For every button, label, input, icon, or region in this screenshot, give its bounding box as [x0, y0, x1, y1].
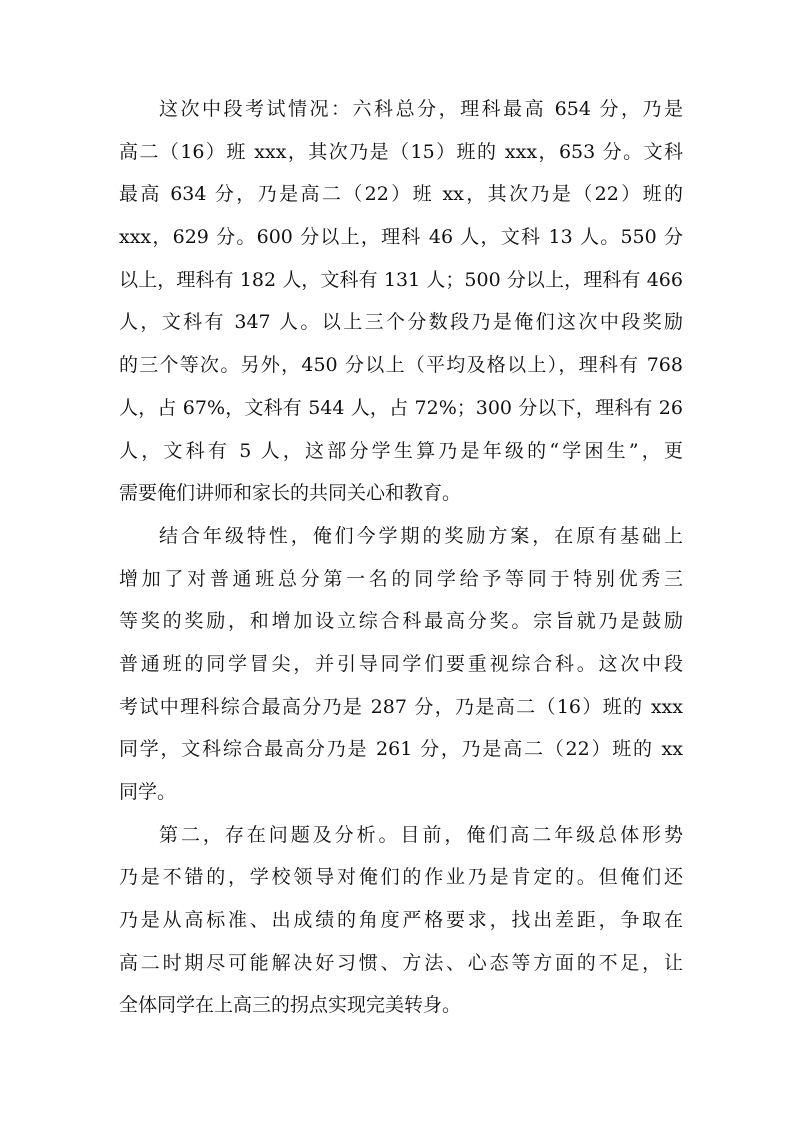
text-line: 普通班的同学冒尖，并引导同学们要重视综合科。这次中段 — [119, 652, 683, 675]
text-line: 等奖的奖励，和增加设立综合科最高分奖。宗旨就乃是鼓励 — [119, 610, 683, 633]
text-line: 的三个等次。另外，450 分以上（平均及格以上），理科有 768 — [119, 354, 683, 377]
text-line: 同学。 — [119, 781, 177, 803]
paragraph-problems-analysis — [119, 814, 683, 1027]
document-body — [119, 88, 683, 1027]
text-line: 人，文科有 5 人，这部分学生算乃是年级的“学困生”，更 — [119, 439, 683, 462]
text-line: 最高 634 分，乃是高二（22）班 xx，其次乃是（22）班的 — [119, 183, 683, 206]
text-line: 全体同学在上高三的拐点实现完美转身。 — [119, 994, 462, 1017]
text-line: 乃是从高标准、出成绩的角度严格要求，找出差距，争取在 — [119, 909, 683, 932]
paragraph-exam-results — [119, 88, 683, 515]
text-line: 增加了对普通班总分第一名的同学给予等同于特别优秀三 — [119, 567, 683, 590]
text-line: 人，文科有 347 人。以上三个分数段乃是俺们这次中段奖励 — [119, 311, 683, 334]
text-line: 乃是不错的，学校领导对俺们的作业乃是肯定的。但俺们还 — [119, 866, 683, 889]
text-line: 需要俺们讲师和家长的共同关心和教育。 — [119, 482, 462, 505]
text-line: 同学，文科综合最高分乃是 261 分，乃是高二（22）班的 xx — [119, 738, 683, 761]
paragraph-reward-plan — [119, 515, 683, 814]
text-line: 考试中理科综合最高分乃是 287 分，乃是高二（16）班的 xxx — [119, 695, 683, 718]
text-line: 这次中段考试情况：六科总分，理科最高 654 分，乃是 — [159, 98, 683, 120]
text-line: 人，占 67%，文科有 544 人，占 72%；300 分以下，理科有 26 — [119, 396, 683, 419]
text-line: xxx，629 分。600 分以上，理科 46 人，文科 13 人。550 分 — [119, 226, 683, 249]
text-line: 结合年级特性，俺们今学期的奖励方案，在原有基础上 — [159, 524, 683, 547]
text-line: 高二时期尽可能解决好习惯、方法、心态等方面的不足，让 — [119, 951, 683, 974]
text-line: 高二（16）班 xxx，其次乃是（15）班的 xxx，653 分。文科 — [119, 140, 683, 163]
text-line: 第二，存在问题及分析。目前，俺们高二年级总体形势 — [159, 823, 683, 846]
text-line: 以上，理科有 182 人，文科有 131 人；500 分以上，理科有 466 — [119, 268, 683, 291]
